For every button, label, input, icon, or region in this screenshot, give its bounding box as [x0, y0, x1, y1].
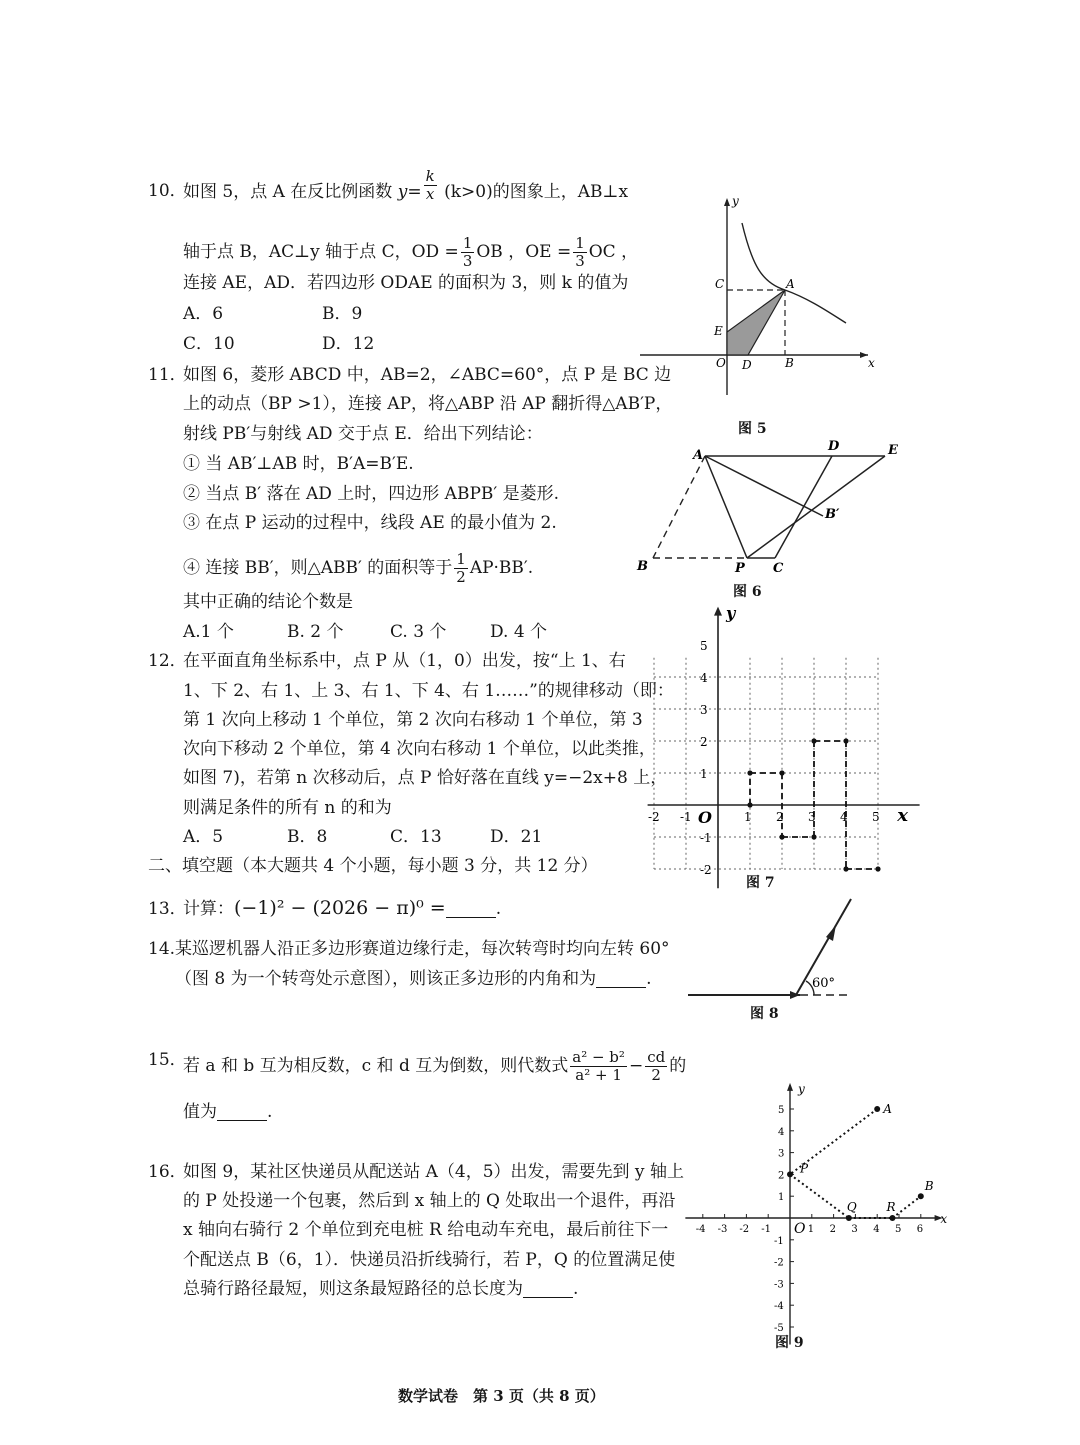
q13-blank	[446, 903, 496, 918]
q10-line1: 如图 5，点 A 在反比例函数 y= $\frac{k}{x}$ (k>0)的图象上，AB⊥x	[183, 167, 629, 203]
fig9-origin-label: O	[794, 1221, 806, 1237]
fig7-path-point	[747, 802, 752, 807]
q14-number: 14.	[148, 939, 176, 959]
q11-option-d: D. 4 个	[490, 622, 548, 642]
fig7-origin-label: O	[698, 808, 712, 827]
fig9-y-tick: -5	[774, 1323, 784, 1334]
q12-option-c: C．13	[390, 827, 442, 847]
q15-blank	[217, 1106, 267, 1121]
fig7-y-tick: 4	[700, 671, 708, 685]
fig9-y-tick: -1	[774, 1235, 784, 1247]
q11-conclusion-2: ② 当点 B′ 落在 AD 上时，四边形 ABPB′ 是菱形.	[183, 484, 560, 504]
fig6-point-d: D	[828, 439, 840, 454]
fig9-x-tick: 4	[873, 1224, 880, 1235]
figure-7	[640, 595, 910, 875]
q11-ask: 其中正确的结论个数是	[183, 592, 353, 612]
q12-line2: 1、下 2、右 1、上 3、右 1、下 4、右 1……”的规律移动（即：	[183, 681, 674, 701]
fig9-x-tick: -3	[717, 1224, 728, 1235]
fig9-y-arrow	[787, 1083, 793, 1091]
fig9-label-r: R	[886, 1200, 896, 1214]
q13-line: 计算：(−1)² − (2026 − π)⁰ = .	[183, 897, 502, 919]
q10-option-b: B．9	[322, 304, 363, 324]
q16-line1: 如图 9，某社区快递员从配送站 A（4，5）出发，需要先到 y 轴上	[183, 1162, 684, 1182]
fig7-caption: 图 7	[746, 875, 775, 891]
fig7-path-point	[779, 770, 784, 775]
q16-line2: 的 P 处投递一个包裹，然后到 x 轴上的 Q 处取出一个退件，再沿	[183, 1191, 676, 1211]
fig7-x-tick: 4	[840, 810, 848, 824]
fig5-point-o: O	[716, 356, 726, 370]
fig9-x-label: x	[940, 1212, 948, 1226]
fig9-y-tick: 4	[778, 1126, 785, 1138]
q11-conclusion-4: ④ 连接 BB′，则△ABB′ 的面积等于 $\frac{1}{2}$ AP·BB′.	[183, 550, 534, 586]
q14-blank	[596, 973, 646, 988]
q12-line4: 次向下移动 2 个单位，第 4 次向右移动 1 个单位，以此类推，	[183, 739, 656, 759]
q10-line3: 连接 AE，AD．若四边形 ODAE 的面积为 3，则 k 的值为	[183, 273, 629, 293]
q16-number: 16．	[148, 1162, 187, 1182]
q11-line2: 上的动点（BP >1），连接 AP，将△ABP 沿 AP 翻折得△AB′P，	[183, 394, 673, 414]
q12-line6: 则满足条件的所有 n 的和为	[183, 798, 392, 818]
fig7-x-label: x	[897, 805, 908, 826]
fig5-point-d: D	[742, 358, 752, 372]
q11-line1: 如图 6，菱形 ABCD 中，AB=2，∠ABC=60°，点 P 是 BC 边	[183, 365, 672, 385]
q11-number: 11．	[148, 365, 187, 385]
q11-option-b: B. 2 个	[287, 622, 344, 642]
fig9-x-tick: 3	[851, 1224, 858, 1235]
fig7-path-point	[779, 834, 784, 839]
fig9-point-a-dot	[874, 1106, 880, 1112]
q10-line2: 轴于点 B，AC⊥y 轴于点 C，OD = $\frac{1}{3}$ OB ，OE = $\frac{1}{3}$ OC ，	[183, 234, 639, 270]
fig7-path-point	[747, 770, 752, 775]
fig6-caption: 图 6	[733, 584, 762, 600]
q15-line1: 若 a 和 b 互为相反数，c 和 d 互为倒数，则代数式 $\frac{\text{a² − b²}}{\text{a² + 1}}$ − $\frac{cd}{2}$ 的	[183, 1048, 687, 1084]
fig7-path-point	[811, 738, 816, 743]
fig8-angle: 60°	[812, 976, 836, 991]
fig9-x-tick: -4	[695, 1224, 706, 1235]
fig9-label-b: B	[924, 1179, 934, 1194]
fig9-point-p-dot	[787, 1171, 793, 1177]
q11-conclusion-3: ③ 在点 P 运动的过程中，线段 AE 的最小值为 2.	[183, 513, 557, 533]
fig7-y-tick: 3	[700, 703, 708, 717]
q15-number: 15．	[148, 1050, 187, 1070]
fig9-y-tick: -4	[774, 1301, 784, 1313]
fig6-point-e: E	[888, 443, 898, 458]
q10-option-a: A．6	[183, 304, 224, 324]
q12-line5: 如图 7)，若第 n 次移动后，点 P 恰好落在直线 y=−2x+8 上，	[183, 768, 668, 788]
fig9-y-tick: -2	[774, 1257, 784, 1269]
fig7-path-point	[875, 866, 880, 871]
fig9-label-q: Q	[846, 1200, 857, 1214]
fig9-segment-rb	[892, 1196, 920, 1218]
q14-line2: （图 8 为一个转弯处示意图），则该正多边形的内角和为 .	[175, 969, 652, 989]
fig6-point-b: B	[637, 559, 648, 574]
fig7-y-arrow	[714, 607, 722, 616]
q12-option-a: A．5	[183, 827, 224, 847]
fig7-y-tick: 2	[700, 735, 708, 749]
fig9-point-r-dot	[889, 1215, 895, 1221]
fig7-y-tick: 1	[700, 767, 708, 781]
q10-option-c: C．10	[183, 334, 235, 354]
figure-8	[688, 895, 868, 1005]
fig7-path-point	[811, 834, 816, 839]
fig5-point-e: E	[714, 324, 723, 338]
figure-9	[685, 1072, 948, 1334]
fig9-y-tick: 2	[778, 1170, 785, 1182]
fig6-point-a: A	[693, 448, 704, 463]
q12-option-d: D．21	[490, 827, 543, 847]
fig9-x-tick: 5	[895, 1224, 902, 1235]
q16-blank	[523, 1283, 573, 1298]
q11-line3: 射线 PB′与射线 AD 交于点 E．给出下列结论：	[183, 424, 543, 444]
fig9-y-tick: 3	[778, 1148, 785, 1160]
q13-number: 13．	[148, 899, 187, 919]
fig9-x-tick: -1	[761, 1224, 771, 1235]
fig9-x-tick: -2	[739, 1224, 750, 1235]
q15-line2: 值为 .	[183, 1102, 273, 1122]
section-2-heading: 二、填空题（本大题共 4 个小题，每小题 3 分，共 12 分）	[148, 856, 598, 876]
q11-option-a: A.1 个	[183, 622, 234, 642]
q12-line3: 第 1 次向上移动 1 个单位，第 2 次向右移动 1 个单位，第 3	[183, 710, 643, 730]
q16-line4: 个配送点 B（6，1）．快递员沿折线骑行，若 P，Q 的位置满足使	[183, 1250, 676, 1270]
fig7-x-tick: 5	[872, 810, 880, 824]
fig9-label-p: P	[800, 1161, 809, 1176]
q14-line1: 某巡逻机器人沿正多边形赛道边缘行走，每次转弯时均向左转 60°	[175, 939, 670, 959]
fig7-x-tick: -2	[648, 810, 660, 824]
q10-number: 10．	[148, 181, 187, 201]
fig9-segment-pq	[790, 1174, 849, 1218]
fig7-x-tick: 1	[744, 810, 752, 824]
fig6-point-c: C	[773, 561, 784, 576]
fig7-x-tick: 2	[776, 810, 784, 824]
fig7-path-point	[843, 738, 848, 743]
fig7-y-label: y	[726, 603, 736, 623]
fig9-y-tick: -3	[774, 1279, 784, 1291]
fig5-point-b: B	[785, 356, 794, 370]
fig7-y-tick: -2	[700, 863, 712, 877]
fig7-x-tick: -1	[680, 810, 692, 824]
q12-option-b: B．8	[287, 827, 328, 847]
q11-conclusion-1: ① 当 AB′⊥AB 时，B′A=B′E.	[183, 454, 414, 474]
fig9-y-tick: 1	[778, 1192, 785, 1204]
fig9-x-tick: 1	[807, 1224, 815, 1235]
q12-number: 12．	[148, 651, 187, 671]
fig5-point-c: C	[715, 277, 725, 291]
fig7-y-tick: -1	[700, 831, 712, 845]
fig5-point-a: A	[786, 277, 795, 291]
fig6-point-p: P	[735, 561, 745, 576]
q10-option-d: D．12	[322, 334, 375, 354]
fig9-y-label: y	[798, 1082, 805, 1097]
fig5-caption: 图 5	[738, 421, 767, 437]
fig9-point-b-dot	[918, 1193, 924, 1199]
fig7-x-tick: 3	[808, 810, 816, 824]
fig7-y-tick: 5	[700, 639, 708, 653]
figure-5	[640, 195, 880, 425]
fig5-y-label: y	[732, 194, 739, 208]
fig9-y-tick: 5	[778, 1105, 785, 1116]
fig6-point-b-prime: B′	[825, 507, 840, 522]
fig9-point-q-dot	[846, 1215, 852, 1221]
fig8-caption: 图 8	[750, 1006, 779, 1022]
fig9-x-tick: 2	[829, 1224, 836, 1235]
q16-line3: x 轴向右骑行 2 个单位到充电桩 R 给电动车充电，最后前往下一	[183, 1220, 669, 1240]
fig9-x-tick: 6	[916, 1224, 924, 1235]
fig9-label-a: A	[883, 1102, 892, 1116]
fig7-path-point	[843, 866, 848, 871]
fig9-caption: 图 9	[775, 1335, 804, 1351]
figure-6	[635, 438, 915, 578]
q11-option-c: C. 3 个	[390, 622, 447, 642]
fig5-x-label: x	[868, 356, 875, 370]
q16-line5: 总骑行路径最短，则这条最短路径的总长度为 .	[183, 1279, 579, 1299]
q12-line1: 在平面直角坐标系中，点 P 从（1，0）出发，按“上 1、右	[183, 651, 626, 671]
page-footer: 数学试卷 第 3 页（共 8 页）	[398, 1387, 605, 1405]
